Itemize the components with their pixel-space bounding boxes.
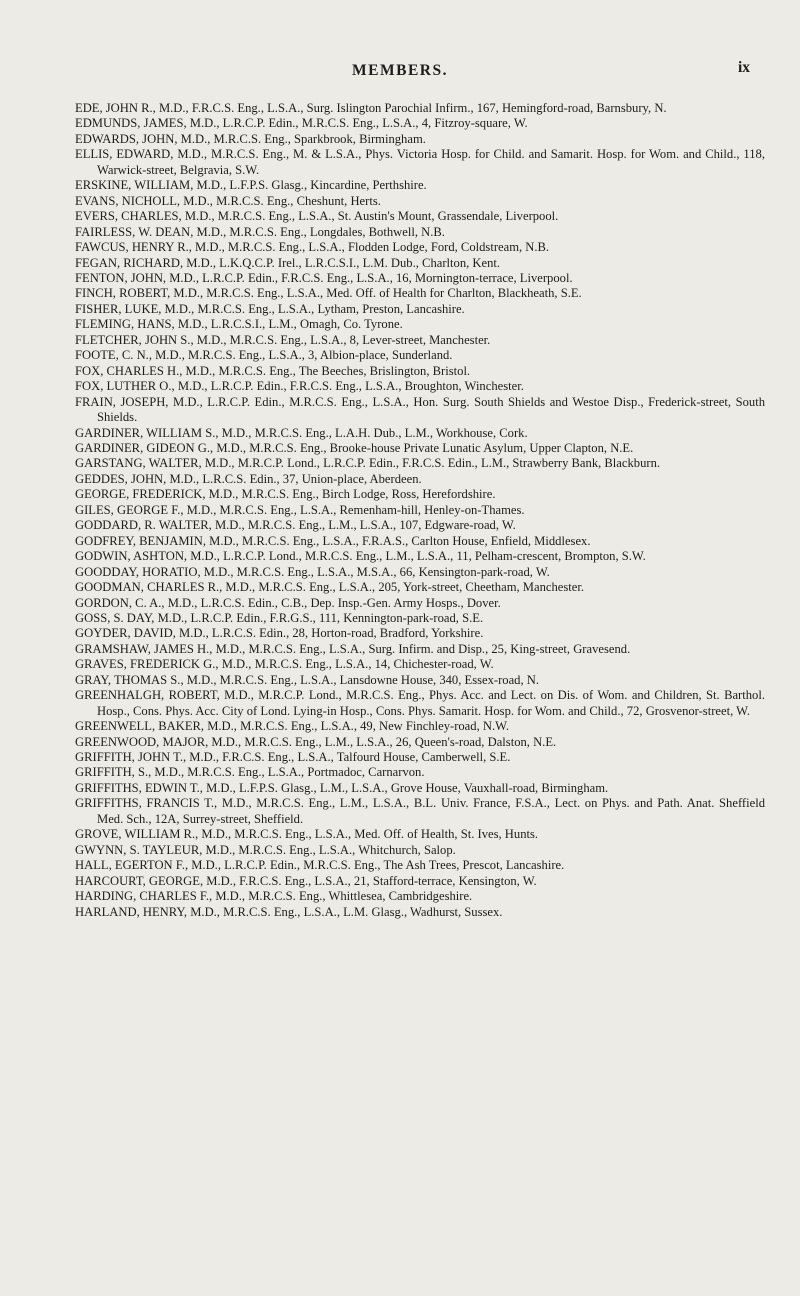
member-entry: GROVE, WILLIAM R., M.D., M.R.C.S. Eng., L.S.A., Med. Off. of Health, St. Ives, Hunts. [75, 827, 539, 842]
member-entry: FOX, CHARLES H., M.D., M.R.C.S. Eng., The Beeches, Brislington, Bristol. [75, 363, 471, 378]
member-entry: GREENHALGH, ROBERT, M.D., M.R.C.P. Lond., M.R.C.S. Eng., Phys. Acc. and Lect. on Dis. of Wom. and Children, St. Barthol. Hosp., Cons. Phys. Acc. City of Lond. Lying-in Hosp., Cons. Phys. Samarit. Hosp. for Wom. and Child., 72, Grosvenor-street, W. [75, 688, 765, 718]
member-entry: GODFREY, BENJAMIN, M.D., M.R.C.S. Eng., L.S.A., F.R.A.S., Carlton House, Enfield, Middlesex. [75, 533, 591, 548]
member-entry: FOX, LUTHER O., M.D., L.R.C.P. Edin., F.R.C.S. Eng., L.S.A., Broughton, Winchester. [75, 379, 524, 394]
member-entry: FAWCUS, HENRY R., M.D., M.R.C.S. Eng., L.S.A., Flodden Lodge, Ford, Coldstream, N.B. [75, 240, 550, 255]
member-entry: GARDINER, GIDEON G., M.D., M.R.C.S. Eng., Brooke-house Private Lunatic Asylum, Upper Clapton, N.E. [75, 440, 634, 455]
member-entry: GRIFFITH, S., M.D., M.R.C.S. Eng., L.S.A., Portmadoc, Carnarvon. [75, 765, 425, 780]
member-entry: EDE, JOHN R., M.D., F.R.C.S. Eng., L.S.A., Surg. Islington Parochial Infirm., 167, Hemingford-road, Barnsbury, N. [75, 101, 667, 115]
page-number: ix [737, 59, 750, 76]
member-entry: FISHER, LUKE, M.D., M.R.C.S. Eng., L.S.A., Lytham, Preston, Lancashire. [75, 301, 465, 316]
member-entry: FENTON, JOHN, M.D., L.R.C.P. Edin., F.R.C.S. Eng., L.S.A., 16, Mornington-terrace, Liverpool. [75, 270, 573, 285]
member-entry: GREENWELL, BAKER, M.D., M.R.C.S. Eng., L.S.A., 49, New Finchley-road, N.W. [75, 719, 509, 734]
member-entry: GEORGE, FREDERICK, M.D., M.R.C.S. Eng., Birch Lodge, Ross, Herefordshire. [75, 487, 496, 502]
member-entry: ERSKINE, WILLIAM, M.D., L.F.P.S. Glasg., Kincardine, Perthshire. [75, 178, 427, 193]
member-entry: HARCOURT, GEORGE, M.D., F.R.C.S. Eng., L.S.A., 21, Stafford-terrace, Kensington, W. [75, 873, 537, 888]
member-entry: GORDON, C. A., M.D., L.R.C.S. Edin., C.B., Dep. Insp.-Gen. Army Hosps., Dover. [75, 595, 501, 610]
member-entry: GREENWOOD, MAJOR, M.D., M.R.C.S. Eng., L.M., L.S.A., 26, Queen's-road, Dalston, N.E. [75, 734, 557, 749]
member-entry: GRAY, THOMAS S., M.D., M.R.C.S. Eng., L.S.A., Lansdowne House, 340, Essex-road, N. [75, 672, 540, 687]
member-entry: GOYDER, DAVID, M.D., L.R.C.S. Edin., 28, Horton-road, Bradford, Yorkshire. [75, 626, 484, 641]
member-entry: FEGAN, RICHARD, M.D., L.K.Q.C.P. Irel., L.R.C.S.I., L.M. Dub., Charlton, Kent. [75, 255, 501, 270]
member-entry: FOOTE, C. N., M.D., M.R.C.S. Eng., L.S.A., 3, Albion-place, Sunderland. [75, 348, 453, 363]
member-entry: GODWIN, ASHTON, M.D., L.R.C.P. Lond., M.R.C.S. Eng., L.M., L.S.A., 11, Pelham-crescent, Brompton, S.W. [75, 549, 646, 564]
member-entry: GRAVES, FREDERICK G., M.D., M.R.C.S. Eng., L.S.A., 14, Chichester-road, W. [75, 657, 494, 672]
member-list [75, 101, 765, 920]
member-entry: HARLAND, HENRY, M.D., M.R.C.S. Eng., L.S.A., L.M. Glasg., Wadhurst, Sussex. [75, 904, 503, 919]
member-entry: FRAIN, JOSEPH, M.D., L.R.C.P. Edin., M.R.C.S. Eng., L.S.A., Hon. Surg. South Shields and Westoe Disp., Frederick-street, South Shields. [75, 394, 765, 425]
member-entry: GARSTANG, WALTER, M.D., M.R.C.P. Lond., L.R.C.P. Edin., F.R.C.S. Edin., L.M., Strawberry Bank, Blackburn. [75, 456, 661, 471]
member-entry: HARDING, CHARLES F., M.D., M.R.C.S. Eng., Whittlesea, Cambridgeshire. [75, 889, 473, 904]
member-entry: FINCH, ROBERT, M.D., M.R.C.S. Eng., L.S.A., Med. Off. of Health for Charlton, Blackheath, S.E. [75, 286, 582, 301]
member-entry: GOODMAN, CHARLES R., M.D., M.R.C.S. Eng., L.S.A., 205, York-street, Cheetham, Manchester. [75, 580, 584, 595]
member-entry: GRIFFITHS, EDWIN T., M.D., L.F.P.S. Glasg., L.M., L.S.A., Grove House, Vauxhall-road, Birmingham. [75, 780, 609, 795]
member-entry: HALL, EGERTON F., M.D., L.R.C.P. Edin., M.R.C.S. Eng., The Ash Trees, Prescot, Lancashire. [75, 858, 565, 873]
member-entry: EDMUNDS, JAMES, M.D., L.R.C.P. Edin., M.R.C.S. Eng., L.S.A., 4, Fitzroy-square, W. [75, 116, 528, 131]
member-entry: FLETCHER, JOHN S., M.D., M.R.C.S. Eng., L.S.A., 8, Lever-street, Manchester. [75, 332, 491, 347]
member-entry: GILES, GEORGE F., M.D., M.R.C.S. Eng., L.S.A., Remenham-hill, Henley-on-Thames. [75, 502, 525, 517]
member-entry: GOSS, S. DAY, M.D., L.R.C.P. Edin., F.R.G.S., 111, Kennington-park-road, S.E. [75, 610, 484, 625]
member-entry: GWYNN, S. TAYLEUR, M.D., M.R.C.S. Eng., L.S.A., Whitchurch, Salop. [75, 842, 456, 857]
member-entry: EVANS, NICHOLL, M.D., M.R.C.S. Eng., Cheshunt, Herts. [75, 193, 381, 208]
member-entry: EVERS, CHARLES, M.D., M.R.C.S. Eng., L.S.A., St. Austin's Mount, Grassendale, Liverpool. [75, 209, 559, 224]
running-head: MEMBERS. [352, 62, 448, 79]
member-entry: GOODDAY, HORATIO, M.D., M.R.C.S. Eng., L.S.A., M.S.A., 66, Kensington-park-road, W. [75, 564, 550, 579]
member-entry: GEDDES, JOHN, M.D., L.R.C.S. Edin., 37, Union-place, Aberdeen. [75, 471, 422, 486]
member-entry: GODDARD, R. WALTER, M.D., M.R.C.S. Eng., L.M., L.S.A., 107, Edgware-road, W. [75, 518, 516, 533]
member-entry: FLEMING, HANS, M.D., L.R.C.S.I., L.M., Omagh, Co. Tyrone. [75, 317, 403, 332]
member-entry: GARDINER, WILLIAM S., M.D., M.R.C.S. Eng., L.A.H. Dub., L.M., Workhouse, Cork. [75, 425, 528, 440]
member-entry: GRIFFITH, JOHN T., M.D., F.R.C.S. Eng., L.S.A., Talfourd House, Camberwell, S.E. [75, 750, 511, 765]
member-entry: GRIFFITHS, FRANCIS T., M.D., M.R.C.S. Eng., L.M., L.S.A., B.L. Univ. France, F.S.A., Lect. on Phys. and Path. Anat. Sheffield Med. Sch., 12A, Surrey-street, Sheffield. [75, 796, 765, 826]
member-entry: EDWARDS, JOHN, M.D., M.R.C.S. Eng., Sparkbrook, Birmingham. [75, 131, 426, 146]
page-header [0, 59, 800, 84]
member-entry: ELLIS, EDWARD, M.D., M.R.C.S. Eng., M. & L.S.A., Phys. Victoria Hosp. for Child. and Samarit. Hosp. for Wom. and Child., 118, Warwick-street, Belgravia, S.W. [75, 147, 765, 177]
member-entry: GRAMSHAW, JAMES H., M.D., M.R.C.S. Eng., L.S.A., Surg. Infirm. and Disp., 25, King-street, Gravesend. [75, 641, 631, 656]
member-entry: FAIRLESS, W. DEAN, M.D., M.R.C.S. Eng., Longdales, Bothwell, N.B. [75, 224, 445, 239]
